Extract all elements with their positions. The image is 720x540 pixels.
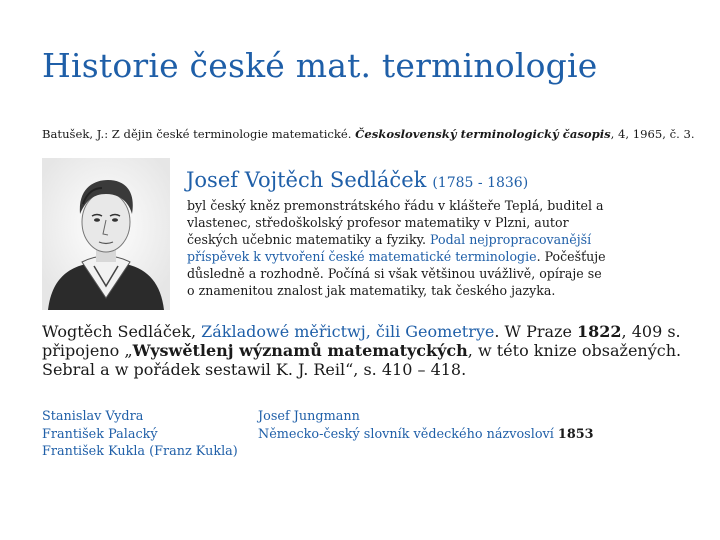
link-stanislav-vydra[interactable]: Stanislav Vydra: [42, 409, 144, 424]
link-frantisek-palacky[interactable]: František Palacký: [42, 426, 158, 442]
link-frantisek-kukla[interactable]: František Kukla (Franz Kukla): [42, 444, 238, 459]
dictionary-year: 1853: [557, 426, 594, 442]
bio-highlight-link[interactable]: Podal nejpropracovanější příspěvek k vytvoření české matematické terminologie: [187, 231, 592, 264]
work-appendix-title: Wyswětlenj wýznamů matematyckých: [132, 341, 468, 360]
work-pages: , 409 s. připojeno „: [42, 322, 681, 360]
work-author: Wogtěch Sedláček,: [42, 322, 202, 341]
reference-prefix: Batušek, J.: Z dějin české terminologie matematické.: [42, 127, 356, 141]
bibliographic-reference: [42, 127, 695, 141]
person-years: (1785 - 1836): [432, 175, 529, 191]
work-title-link[interactable]: Základowé měřictwj, čili Geometrye: [201, 322, 495, 341]
work-description: [42, 322, 682, 379]
related-persons-list: [42, 408, 238, 461]
person-biography: [187, 198, 607, 299]
link-josef-jungmann[interactable]: Josef Jungmann: [258, 409, 360, 424]
person-name: Josef Vojtěch Sedláček: [186, 168, 427, 192]
bio-text-end: . Počešťuje důsledně a rozhodně. Počíná si však většinou uvážlivě, opíraje se o znamenitou znalost jak matematiky, tak českého jazyka.: [187, 248, 606, 298]
work-rest: , w této knize obsažených. Sebral a w pořádek sestawil K. J. Reil“, s. 410 – 418.: [42, 341, 682, 379]
bio-text-start: byl český kněz premonstrátského řádu v klášteře Teplá, buditel a vlastenec, středoškolský profesor matematiky v Plzni, autor českých učebnic matematiky a fyziky.: [187, 198, 604, 247]
work-year: 1822: [577, 322, 622, 341]
portrait-image: [42, 158, 170, 310]
dictionary-entry: [258, 426, 594, 444]
reference-journal: Československý terminologický časopis: [355, 127, 611, 141]
person-heading: [186, 168, 528, 192]
reference-suffix: , 4, 1965, č. 3.: [610, 127, 695, 141]
slide-title: Historie české mat. terminologie: [42, 46, 598, 85]
work-place: . W Praze: [494, 322, 578, 341]
related-works-list: [258, 408, 594, 443]
link-dictionary[interactable]: Německo-český slovník vědeckého názvosloví: [258, 426, 558, 442]
